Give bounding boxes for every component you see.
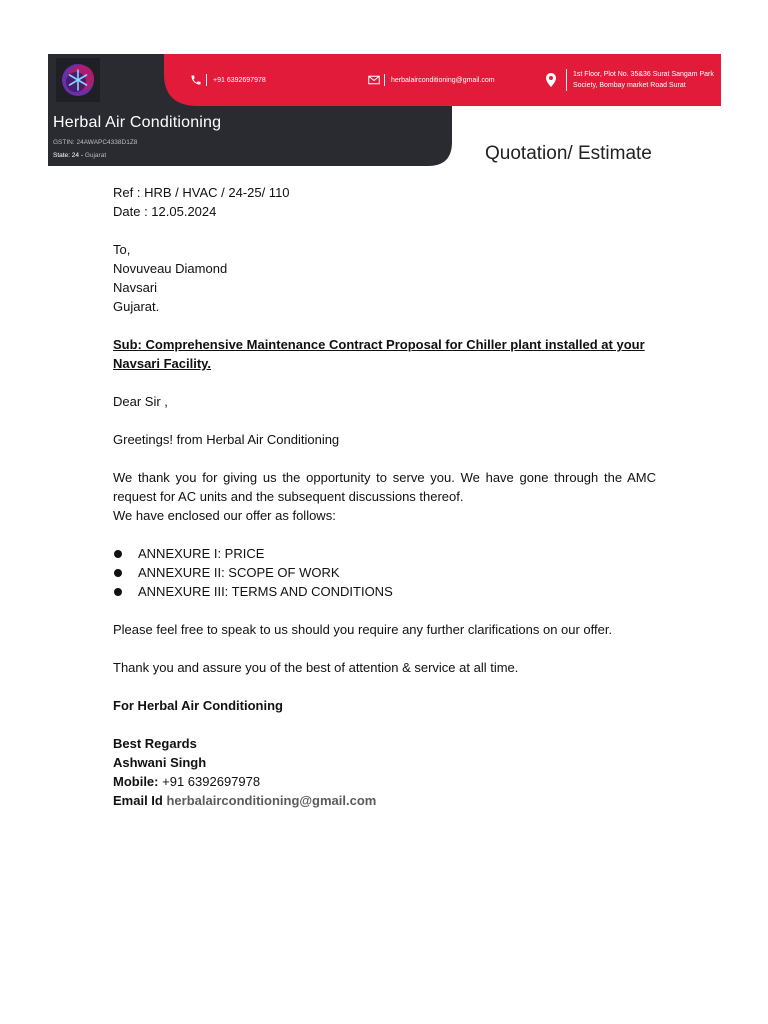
list-item: ANNEXURE II: SCOPE OF WORK <box>113 563 656 582</box>
annexure-list <box>113 544 656 601</box>
letter-date: Date : 12.05.2024 <box>113 204 217 219</box>
signatory-mobile <box>113 772 656 791</box>
reference-number: Ref : HRB / HVAC / 24-25/ 110 <box>113 185 290 200</box>
phone-icon <box>190 74 202 86</box>
location-pin-icon <box>546 73 556 87</box>
header-phone-text: +91 6392697978 <box>213 76 266 84</box>
closing-paragraph: Thank you and assure you of the best of attention & service at all time. <box>113 660 519 675</box>
header-email-text: herbalairconditioning@gmail.com <box>391 76 495 84</box>
best-regards: Best Regards <box>113 736 197 751</box>
company-logo <box>56 58 100 102</box>
mail-icon <box>368 75 380 85</box>
snowflake-logo-icon <box>56 58 100 102</box>
gstin-number: GSTIN: 24AWAPC4338D1Z8 <box>53 139 138 146</box>
bullet-icon <box>114 550 122 558</box>
email-address: herbalairconditioning@gmail.com <box>166 793 377 808</box>
state-name: Gujarat <box>84 152 107 159</box>
letter-body <box>113 183 656 810</box>
state-label: State: 24 - <box>53 152 83 159</box>
signatory-name: Ashwani Singh <box>113 755 207 770</box>
list-item: ANNEXURE I: PRICE <box>113 544 656 563</box>
signatory-email <box>113 791 656 810</box>
list-item: ANNEXURE III: TERMS AND CONDITIONS <box>113 582 656 601</box>
header-phone <box>190 74 266 86</box>
mobile-label: Mobile: <box>113 774 159 789</box>
greeting: Greetings! from Herbal Air Conditioning <box>113 432 340 447</box>
subject-line: Sub: Comprehensive Maintenance Contract Proposal for Chiller plant installed at your Navsari Facility. <box>113 337 645 371</box>
email-label: Email Id <box>113 793 163 808</box>
mobile-number: +91 6392697978 <box>162 774 261 789</box>
state-code <box>53 152 106 159</box>
document-title: Quotation/ Estimate <box>485 143 652 164</box>
header-address-text: 1st Floor, Plot No. 35&36 Surat Sangam Park Society, Bombay market Road Surat <box>573 71 714 89</box>
recipient-state: Gujarat. <box>113 299 160 314</box>
for-company-line: For Herbal Air Conditioning <box>113 698 283 713</box>
to-label: To, <box>113 242 131 257</box>
enclosure-intro: We have enclosed our offer as follows: <box>113 508 336 523</box>
clarification-paragraph: Please feel free to speak to us should you require any further clarifications on our offer. <box>113 622 613 637</box>
company-name: Herbal Air Conditioning <box>53 114 222 131</box>
header-address <box>546 69 723 91</box>
bullet-icon <box>114 588 122 596</box>
salutation: Dear Sir , <box>113 394 168 409</box>
intro-paragraph: We thank you for giving us the opportunity to serve you. We have gone through the AMC request for AC units and the subsequent discussions thereof. <box>113 470 656 504</box>
recipient-city: Navsari <box>113 280 158 295</box>
header-email <box>368 74 495 86</box>
bullet-icon <box>114 569 122 577</box>
recipient-name: Novuveau Diamond <box>113 261 228 276</box>
